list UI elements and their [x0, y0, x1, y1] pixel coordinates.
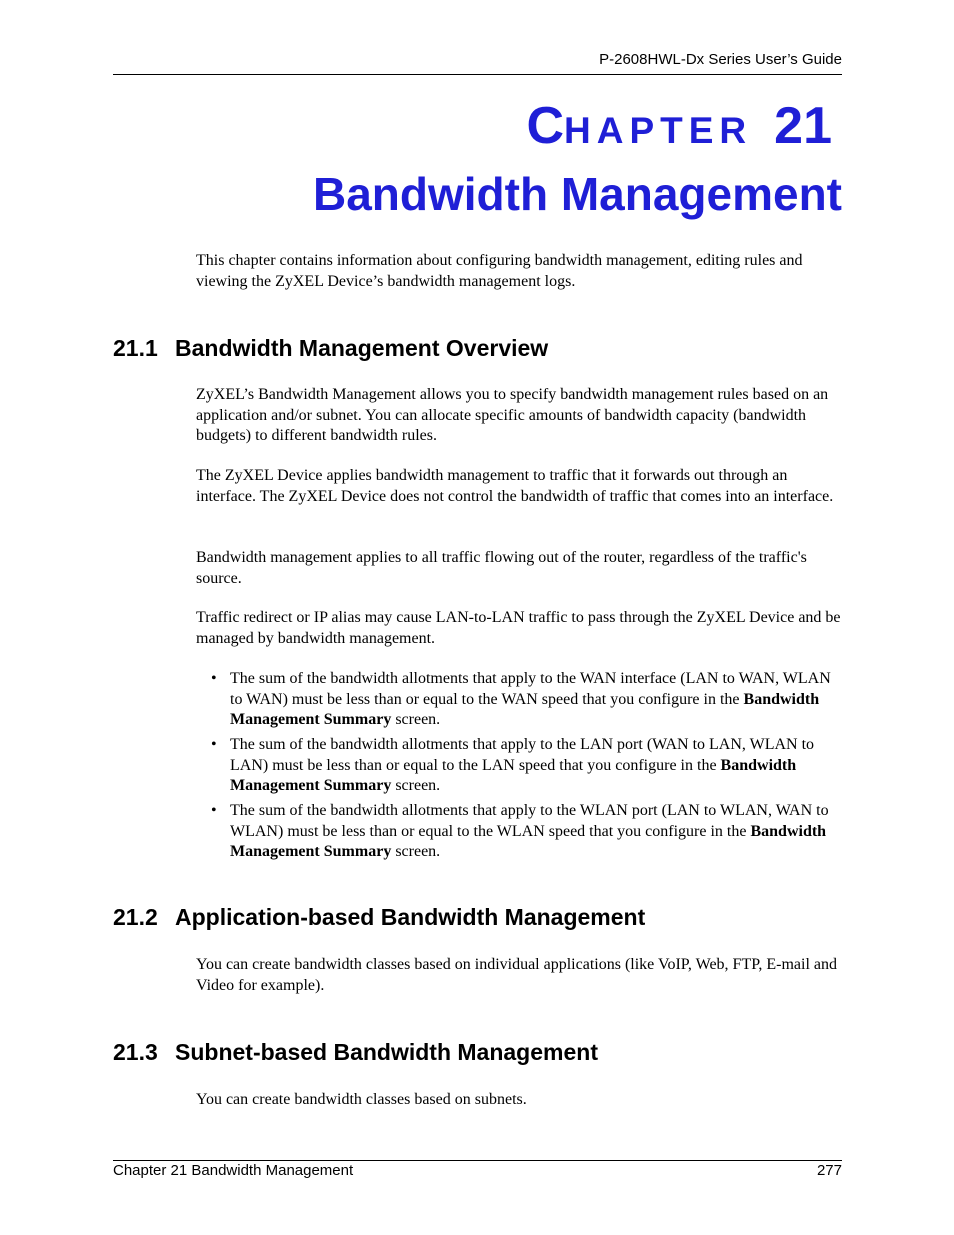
- bullet-text: The sum of the bandwidth allotments that apply to the WAN interface (LAN to WAN, WLAN to WAN) must be less than or equal to the WAN speed that you configure in the: [230, 670, 831, 708]
- subnet-paragraph: You can create bandwidth classes based on subnets.: [196, 1091, 527, 1108]
- section-number: 21.1: [113, 335, 158, 361]
- bullet-tail: screen.: [391, 777, 441, 794]
- overview-paragraph-3: Bandwidth management applies to all traffic flowing out of the router, regardless of the traffic's source.: [196, 549, 807, 587]
- bullet-mark: •: [211, 736, 217, 753]
- chapter-number: 21: [774, 97, 832, 155]
- chapter-label: [526, 97, 832, 155]
- running-header: P-2608HWL-Dx Series User’s Guide: [599, 51, 842, 68]
- bandwidth-bullet-list: [196, 669, 842, 867]
- overview-paragraph-1: ZyXEL’s Bandwidth Management allows you to specify bandwidth management rules based on an application and/or subnet. You can allocate specific amounts of bandwidth capacity (bandwidth budgets) to different bandwidth rules.: [196, 386, 829, 444]
- application-paragraph: You can create bandwidth classes based on individual applications (like VoIP, Web, FTP, E-mail and Video for example).: [196, 956, 837, 994]
- bullet-bold-term: Bandwidth Management Summary: [230, 822, 827, 860]
- bullet-text: The sum of the bandwidth allotments that apply to the WLAN port (LAN to WLAN, WAN to WLAN) must be less than or equal to the WLAN speed that you configure in the: [230, 802, 829, 840]
- overview-paragraph-2: The ZyXEL Device applies bandwidth management to traffic that it forwards out through an interface. The ZyXEL Device does not control the bandwidth of traffic that comes into an interface.: [196, 467, 834, 505]
- section-heading-21-1: [113, 335, 548, 363]
- section-heading-21-2: [113, 904, 645, 932]
- overview-paragraph-4: Traffic redirect or IP alias may cause LAN-to-LAN traffic to pass through the ZyXEL Device and be managed by bandwidth management.: [196, 609, 841, 647]
- bullet-text: The sum of the bandwidth allotments that apply to the LAN port (WAN to LAN, WLAN to LAN) must be less than or equal to the LAN speed that you configure in the: [230, 736, 815, 774]
- list-item: [196, 669, 842, 731]
- list-item: [196, 735, 842, 797]
- header-divider: [113, 74, 842, 75]
- footer-divider: [113, 1160, 842, 1161]
- section-heading-21-3: [113, 1039, 598, 1067]
- chapter-title: Bandwidth Management: [312, 168, 842, 220]
- chapter-label-rest: HAPTER: [564, 110, 753, 151]
- section-number: 21.2: [113, 904, 158, 930]
- bullet-bold-term: Bandwidth Management Summary: [230, 756, 797, 794]
- footer-chapter-ref: Chapter 21 Bandwidth Management: [113, 1162, 354, 1179]
- section-number: 21.3: [113, 1039, 158, 1065]
- bullet-tail: screen.: [391, 711, 441, 728]
- section-title: Bandwidth Management Overview: [175, 335, 549, 361]
- bullet-mark: •: [211, 670, 217, 687]
- chapter-label-initial: C: [526, 97, 565, 155]
- intro-paragraph: This chapter contains information about configuring bandwidth management, editing rules and viewing the ZyXEL Device’s bandwidth management logs.: [196, 252, 803, 290]
- section-title: Subnet-based Bandwidth Management: [175, 1039, 598, 1065]
- section-title: Application-based Bandwidth Management: [175, 904, 646, 930]
- bullet-tail: screen.: [391, 843, 441, 860]
- list-item: [196, 801, 842, 863]
- bullet-mark: •: [211, 802, 217, 819]
- page-number: 277: [816, 1162, 842, 1179]
- bullet-bold-term: Bandwidth Management Summary: [230, 690, 820, 728]
